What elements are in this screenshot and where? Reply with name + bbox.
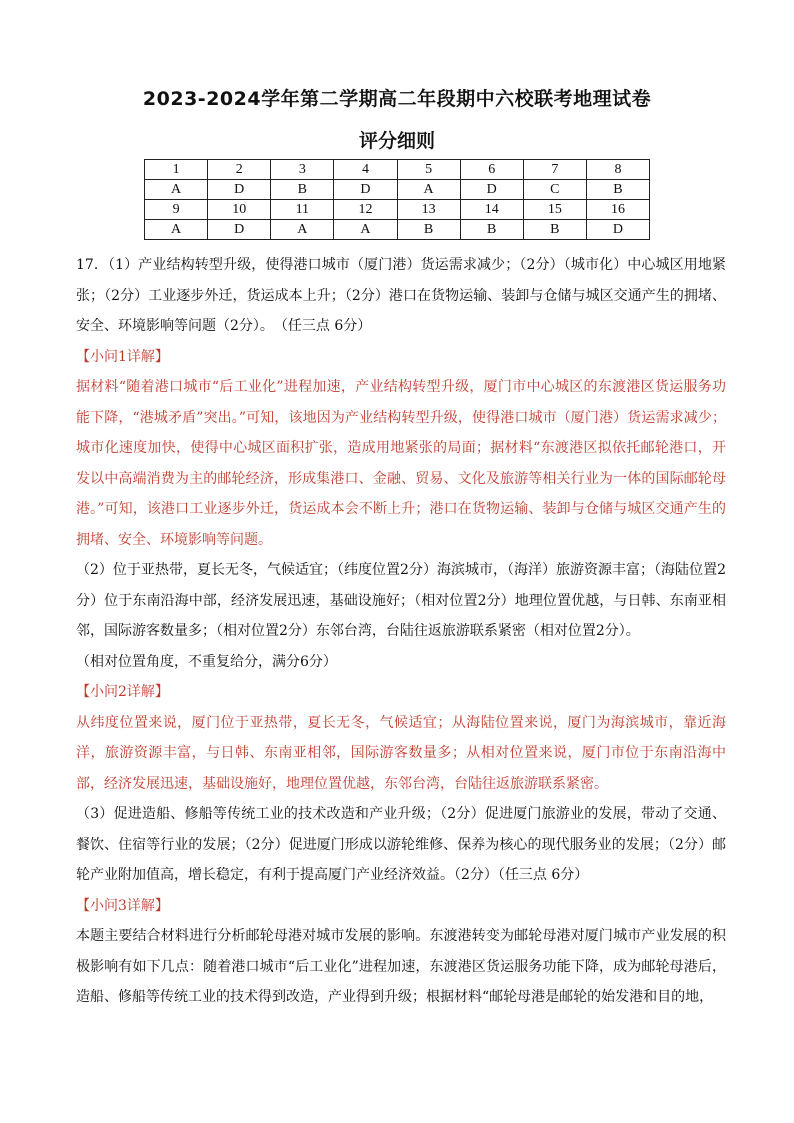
table-cell: 14 — [460, 200, 523, 220]
page-subtitle: 评分细则 — [358, 130, 435, 152]
table-cell: 16 — [586, 200, 649, 220]
q17-part3-detail: 本题主要结合材料进行分析邮轮母港对城市发展的影响。东渡港转变为邮轮母港对厦门城市产业发展的积极影响有如下几点：随着港口城市“后工业化”进程加速，东渡港区货运服务功能下降，成为邮轮母港后，造船、修船等传统工业的技术得到改造，产业得到升级；根据材料“邮轮母港是邮轮的始发港和目的地， — [76, 928, 726, 1005]
table-cell: 1 — [145, 160, 208, 180]
table-cell: 9 — [145, 200, 208, 220]
table-cell: A — [145, 180, 208, 200]
table-cell: D — [208, 180, 271, 200]
table-cell: 13 — [397, 200, 460, 220]
answer-table — [144, 159, 650, 240]
table-row — [145, 200, 650, 220]
q17-part3-answer: （3）促进造船、修船等传统工业的技术改造和产业升级；（2分）促进厦门旅游业的发展，带动了交通、餐饮、住宿等行业的发展；（2分）促进厦门形成以游轮维修、保养为核心的现代服务业的发展；（2分）邮轮产业附加值高，增长稳定，有利于提高厦门产业经济效益。（2分）（任三点 6分） — [76, 806, 726, 883]
q17-part1-heading: 【小问1详解】 — [76, 348, 169, 365]
table-cell: B — [460, 220, 523, 240]
table-cell: B — [397, 220, 460, 240]
table-row — [145, 160, 650, 180]
q17-part1-detail: 据材料“随着港口城市“后工业化”进程加速，产业结构转型升级，厦门市中心城区的东渡港区货运服务功能下降，“港城矛盾”突出。”可知，该地因为产业结构转型升级，使得港口城市（厦门港）货运需求减少；城市化速度加快，使得中心城区面积扩张，造成用地紧张的局面；据材料“东渡港区拟依托邮轮港口，开发以中高端消费为主的邮轮经济，形成集港口、金融、贸易、文化及旅游等相关行业为一体的国际邮轮母港。”可知，该港口工业逐步外迁，货运成本会不断上升；港口在货物运输、装卸与仓储与城区交通产生的拥堵、安全、环境影响等问题。 — [76, 379, 726, 548]
table-cell: A — [145, 220, 208, 240]
q17-part2-detail: 从纬度位置来说，厦门位于亚热带，夏长无冬，气候适宜；从海陆位置来说，厦门为海滨城市，靠近海洋，旅游资源丰富，与日韩、东南亚相邻，国际游客数量多；从相对位置来说，厦门市位于东南沿海中部，经济发展迅速，基础设施好，地理位置优越，东邻台湾，台陆往返旅游联系紧密。 — [76, 714, 726, 792]
table-cell: D — [460, 180, 523, 200]
table-cell: 4 — [334, 160, 397, 180]
table-cell: B — [586, 180, 649, 200]
table-cell: 5 — [397, 160, 460, 180]
q17-part2-heading: 【小问2详解】 — [76, 684, 169, 700]
table-cell: 6 — [460, 160, 523, 180]
table-cell: 12 — [334, 200, 397, 220]
table-cell: A — [271, 220, 334, 240]
table-cell: 11 — [271, 200, 334, 220]
table-cell: 15 — [523, 200, 586, 220]
table-row — [145, 180, 650, 200]
table-cell: C — [523, 180, 586, 200]
table-cell: 3 — [271, 160, 334, 180]
table-cell: 10 — [208, 200, 271, 220]
q17-part3-heading: 【小问3详解】 — [76, 897, 169, 914]
table-cell: 2 — [208, 160, 271, 180]
page-title: 2023-2024学年第二学期高二年段期中六校联考地理试卷 — [142, 88, 652, 110]
table-cell: B — [523, 220, 586, 240]
table-cell: 8 — [586, 160, 649, 180]
table-cell: D — [334, 180, 397, 200]
table-cell: A — [397, 180, 460, 200]
table-cell: D — [586, 220, 649, 240]
table-cell: B — [271, 180, 334, 200]
table-row — [145, 220, 650, 240]
table-cell: A — [334, 220, 397, 240]
answer-body — [76, 250, 726, 1013]
q17-part2-note: （相对位置角度，不重复给分，满分6分） — [76, 653, 337, 670]
q17-part2-answer: （2）位于亚热带，夏长无冬，气候适宜；（纬度位置2分）海滨城市，（海洋）旅游资源丰富；（海陆位置2分）位于东南沿海中部，经济发展迅速，基础设施好；（相对位置2分）地理位置优越，与日韩、东南亚相邻，国际游客数量多；（相对位置2分）东邻台湾，台陆往返旅游联系紧密（相对位置2分）。 — [76, 562, 726, 639]
q17-part1-answer: 17．（1）产业结构转型升级，使得港口城市（厦门港）货运需求减少；（2分）（城市化）中心城区用地紧张；（2分）工业逐步外迁，货运成本上升；（2分）港口在货物运输、装卸与仓储与城区交通产生的拥堵、安全、环境影响等问题（2分）。 （任三点 6分） — [76, 257, 726, 334]
table-cell: D — [208, 220, 271, 240]
table-cell: 7 — [523, 160, 586, 180]
